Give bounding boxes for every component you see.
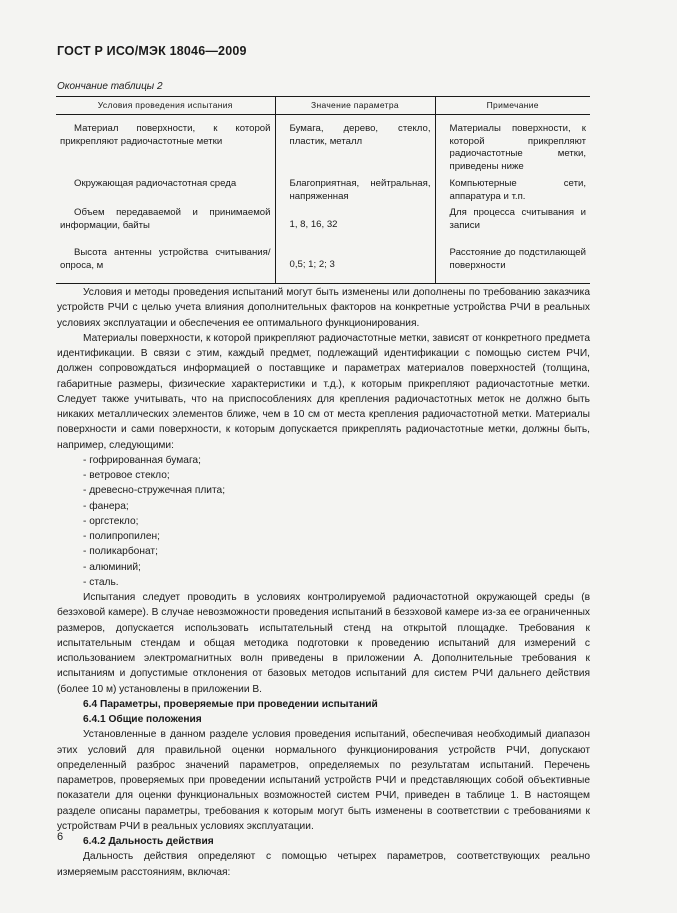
table-cell-value: Бумага, дерево, стекло, пластик, металл	[275, 115, 435, 174]
page-header: ГОСТ Р ИСО/МЭК 18046—2009	[57, 44, 247, 58]
list-item: - фанера;	[83, 500, 129, 512]
list-item: - алюминий;	[83, 561, 141, 573]
table-row	[56, 203, 590, 243]
table-cell-condition: Высота антенны устройства считывания/опроса, м	[56, 243, 275, 284]
list-item: - оргстекло;	[83, 515, 139, 527]
table-row	[56, 173, 590, 203]
body-text	[57, 285, 590, 880]
paragraph: Материалы поверхности, к которой прикрепляют радиочастотные метки, зависят от конкретного предмета идентификации. В связи с этим, каждый предмет, подлежащий идентификации с помощью систем РЧИ, должен сопровождаться информацией о поставщике и параметрах материалов поверхностей (толщина, габаритные размеры, физические характеристики и т.д.), к которым прикрепляют радиочастотные метки. Следует также учитывать, что на приспособлениях для крепления радиочастотных меток не должно быть никаких металлических элементов ближе, чем в 10 см от места крепления радиочастотной метки. Материалы поверхности и сами поверхности, к которым допускается прикреплять радиочастотные метки, должны быть, например, следующими:	[57, 332, 590, 451]
table-row	[56, 115, 590, 174]
list-item: - поликарбонат;	[83, 546, 158, 558]
subsection-heading: 6.4.2 Дальность действия	[83, 836, 214, 847]
subsection-heading: 6.4.1 Общие положения	[83, 714, 202, 725]
paragraph: Испытания следует проводить в условиях контролируемой радиочастотной окружающей среды (в безэховой камере). В случае невозможности проведения испытаний в безэховой камере из-за ее ограниченных размеров, допускается использовать испытательный стенд на открытой площадке. Требования к испытательным стендам и общая методика подготовки к проведению испытаний для измерений с использованием электромагнитных волн приведены в приложении А. Дополнительные требования к испытаниям и допустимые отклонения от базовых методов испытаний для систем РЧИ дальнего действия (более 10 м) установлены в приложении В.	[57, 592, 590, 695]
list-item: - древесно-стружечная плита;	[83, 485, 226, 497]
table-cell-condition: Объем передаваемой и принимаемой информации, байты	[60, 207, 271, 231]
column-header: Примечание	[435, 97, 590, 115]
test-conditions-table	[56, 96, 590, 284]
page-number: 6	[57, 831, 64, 843]
table-cell-note: Компьютерные сети, аппаратура и т.п.	[435, 173, 590, 203]
table-cell-note: Расстояние до подстилающей поверхности	[435, 243, 590, 284]
paragraph: Условия и методы проведения испытаний могут быть изменены или дополнены по требованию заказчика устройств РЧИ с целью учета влияния дополнительных факторов на конкретные устройства РЧИ в реальных условиях эксплуатации и обеспечения ее оптимального функционирования.	[57, 287, 590, 329]
list-item: - сталь.	[83, 576, 119, 588]
table-cell-condition: Материал поверхности, к которой прикрепляют радиочастотные метки	[60, 123, 271, 147]
list-item: - гофрированная бумага;	[83, 454, 201, 466]
column-header: Значение параметра	[275, 97, 435, 115]
list-item: - полипропилен;	[83, 531, 160, 542]
column-header: Условия проведения испытания	[56, 97, 275, 115]
table-cell-condition: Окружающая радиочастотная среда	[74, 178, 237, 189]
section-heading: 6.4 Параметры, проверяемые при проведении испытаний	[83, 698, 378, 710]
table-header-row	[56, 97, 590, 115]
table-cell-note: Для процесса считывания и записи	[435, 203, 590, 243]
table-cell-value: Благоприятная, нейтральная, напряженная	[275, 173, 435, 203]
table-row	[56, 243, 590, 284]
table-cell-note: Материалы поверхности, к которой прикрепляют радиочастотные метки, приведены ниже	[435, 115, 590, 174]
table-caption: Окончание таблицы 2	[57, 81, 163, 92]
list-item: - ветровое стекло;	[83, 470, 170, 481]
paragraph: Установленные в данном разделе условия проведения испытаний, обеспечивая необходимый диапазон этих условий для правильной оценки нормального функционирования устройств РЧИ, допускают определенный разброс значений параметров, определяемых по результатам испытаний. Перечень параметров, проверяемых при проведении испытаний устройств РЧИ и представляющих собой объективные показатели для оценки функциональных возможностей систем РЧИ, приведен в таблице 1. В настоящем разделе описаны параметры, требования к которым могут быть изменены в соответствии с требованиями к устройствам РЧИ в реальных условиях эксплуатации.	[57, 729, 590, 832]
table-cell-value: 1, 8, 16, 32	[275, 203, 435, 243]
table-cell-value: 0,5; 1; 2; 3	[275, 243, 435, 284]
paragraph: Дальность действия определяют с помощью четырех параметров, соответствующих реально измеряемым расстояниям, включая:	[57, 851, 590, 878]
